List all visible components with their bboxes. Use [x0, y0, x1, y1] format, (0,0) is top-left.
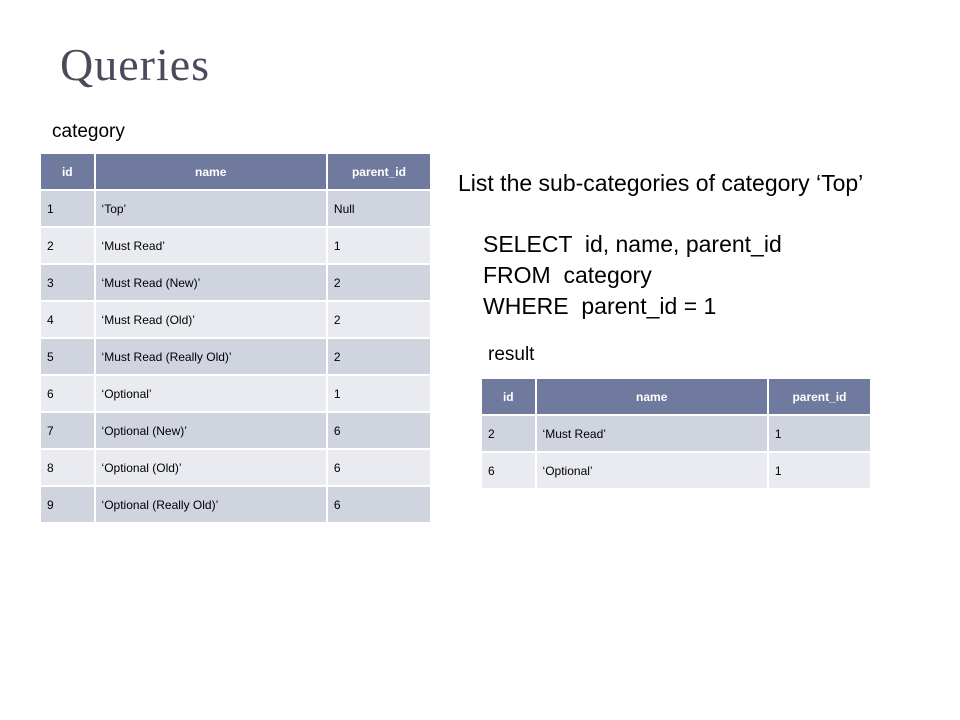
cell-id: 8 [40, 449, 95, 486]
table-row [40, 227, 431, 264]
cell-parent-id: 1 [327, 227, 431, 264]
cell-name: ‘Optional (Really Old)’ [95, 486, 327, 523]
cell-parent-id: 2 [327, 301, 431, 338]
cell-id: 6 [481, 452, 536, 489]
cell-id: 3 [40, 264, 95, 301]
cell-parent-id: 6 [327, 449, 431, 486]
cell-parent-id: 1 [768, 415, 871, 452]
cell-parent-id: 1 [768, 452, 871, 489]
table-row [481, 415, 871, 452]
header-id: id [481, 378, 536, 415]
category-table-body [40, 190, 431, 523]
cell-id: 2 [481, 415, 536, 452]
cell-name: ‘Must Read’ [536, 415, 768, 452]
header-id: id [40, 153, 95, 190]
category-table-label: category [52, 121, 125, 142]
cell-parent-id: 2 [327, 264, 431, 301]
cell-name: ‘Must Read (Old)’ [95, 301, 327, 338]
cell-id: 1 [40, 190, 95, 227]
sql-line-from: FROM category [483, 262, 652, 288]
cell-name: ‘Must Read (New)’ [95, 264, 327, 301]
sql-line-where: WHERE parent_id = 1 [483, 293, 717, 319]
cell-id: 9 [40, 486, 95, 523]
cell-parent-id: Null [327, 190, 431, 227]
result-table-label: result [488, 344, 535, 365]
cell-id: 2 [40, 227, 95, 264]
table-row [40, 412, 431, 449]
cell-name: ‘Must Read (Really Old)’ [95, 338, 327, 375]
cell-parent-id: 6 [327, 486, 431, 523]
table-row [40, 486, 431, 523]
result-table [480, 377, 872, 490]
table-row [481, 452, 871, 489]
cell-id: 6 [40, 375, 95, 412]
cell-name: ‘Optional (New)’ [95, 412, 327, 449]
table-row [40, 190, 431, 227]
cell-name: ‘Optional’ [95, 375, 327, 412]
sql-line-select: SELECT id, name, parent_id [483, 231, 782, 257]
cell-name: ‘Optional’ [536, 452, 768, 489]
table-row [40, 375, 431, 412]
cell-name: ‘Must Read’ [95, 227, 327, 264]
cell-parent-id: 6 [327, 412, 431, 449]
header-name: name [536, 378, 768, 415]
header-name: name [95, 153, 327, 190]
question-text: List the sub-categories of category ‘Top’ [458, 170, 864, 196]
header-parent-id: parent_id [327, 153, 431, 190]
table-row [40, 449, 431, 486]
cell-name: ‘Optional (Old)’ [95, 449, 327, 486]
cell-name: ‘Top’ [95, 190, 327, 227]
result-table-body [481, 415, 871, 489]
table-header-row [481, 378, 871, 415]
table-row [40, 264, 431, 301]
table-row [40, 338, 431, 375]
cell-id: 5 [40, 338, 95, 375]
cell-parent-id: 2 [327, 338, 431, 375]
slide-title: Queries [60, 39, 211, 90]
sql-query [483, 229, 782, 322]
table-header-row [40, 153, 431, 190]
header-parent-id: parent_id [768, 378, 871, 415]
cell-id: 4 [40, 301, 95, 338]
cell-parent-id: 1 [327, 375, 431, 412]
table-row [40, 301, 431, 338]
cell-id: 7 [40, 412, 95, 449]
category-table [39, 152, 432, 524]
